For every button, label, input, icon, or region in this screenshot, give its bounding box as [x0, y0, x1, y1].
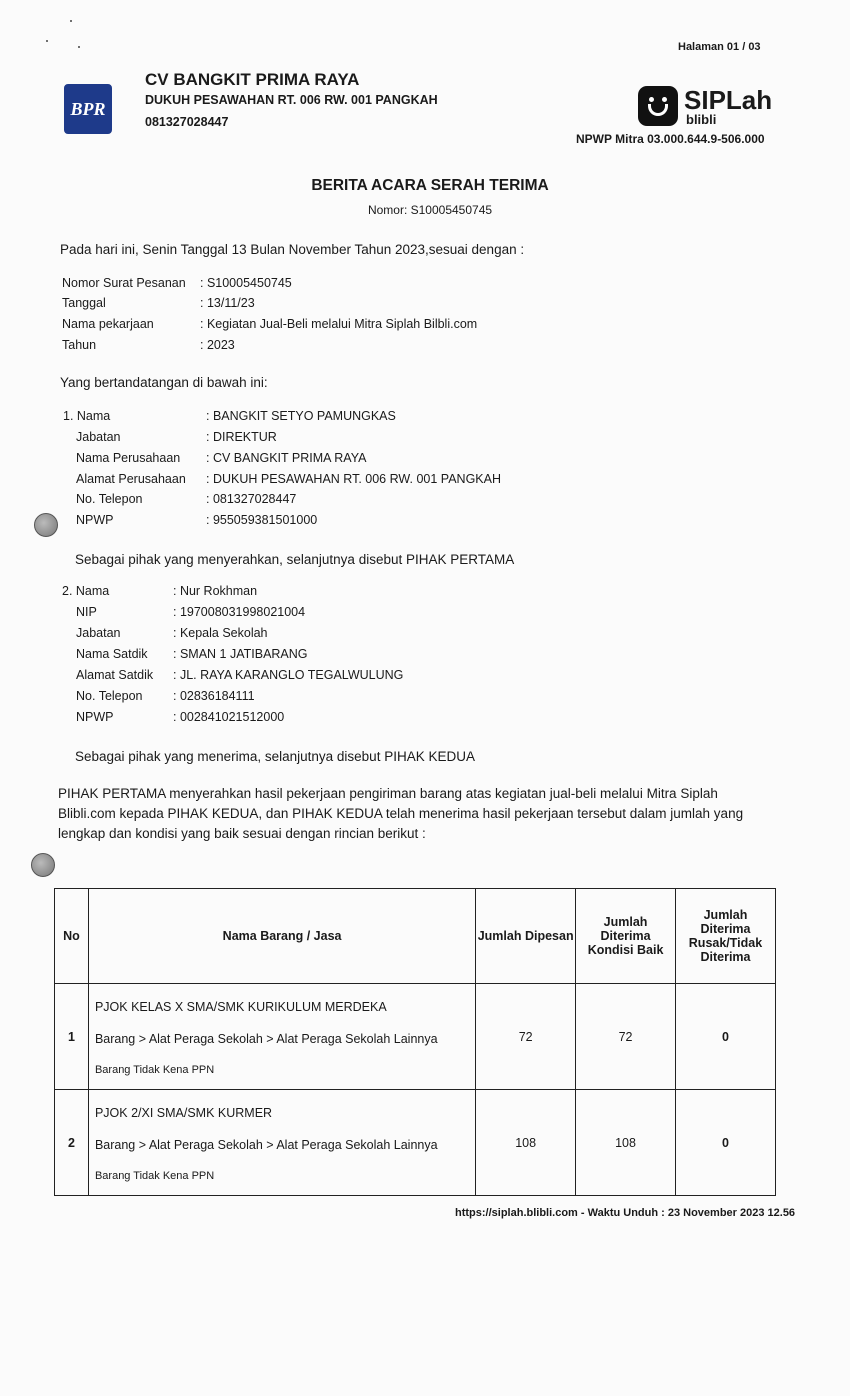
row-received-bad: 0	[676, 984, 776, 1090]
table-header-row	[55, 889, 776, 984]
party2-note: Sebagai pihak yang menerima, selanjutnya disebut PIHAK KEDUA	[75, 749, 475, 764]
items-table	[54, 888, 776, 1196]
party1-label: Jabatan	[76, 430, 121, 444]
siplah-sub: blibli	[686, 111, 717, 127]
party1-value: : 081327028447	[206, 492, 297, 506]
header-received-bad: Jumlah Diterima Rusak/Tidak Diterima	[676, 889, 776, 984]
row-ordered: 108	[476, 1090, 576, 1196]
order-info-value: : 2023	[200, 338, 235, 352]
party2-value: : 197008031998021004	[173, 605, 306, 619]
party1-value: : 955059381501000	[206, 513, 318, 527]
party2-label: 2. Nama	[62, 584, 110, 598]
party2-label: Nama Satdik	[76, 647, 148, 661]
statement-line: Blibli.com kepada PIHAK KEDUA, dan PIHAK KEDUA telah menerima hasil pekerjaan tersebut dalam jumlah yang	[58, 806, 744, 821]
party2-value: : JL. RAYA KARANGLO TEGALWULUNG	[173, 668, 404, 682]
party2-value: : 002841021512000	[173, 710, 285, 724]
order-info-value: : 13/11/23	[200, 296, 255, 310]
party1-label: Nama Perusahaan	[76, 451, 181, 465]
party2-value: : 02836184111	[173, 689, 255, 703]
speck	[78, 46, 80, 48]
company-logo	[64, 84, 112, 134]
party2-label: Alamat Satdik	[76, 668, 154, 682]
order-info-label: Nomor Surat Pesanan	[62, 276, 186, 290]
party1-value: : BANGKIT SETYO PAMUNGKAS	[206, 409, 396, 423]
party2-value: : SMAN 1 JATIBARANG	[173, 647, 308, 661]
document-title: BERITA ACARA SERAH TERIMA	[311, 177, 549, 194]
row-received-bad: 0	[676, 1090, 776, 1196]
siplah-logo	[638, 84, 772, 128]
document-number: Nomor: S10005450745	[367, 203, 493, 217]
order-info-label: Tahun	[62, 338, 97, 352]
order-info-label: Nama pekarjaan	[62, 317, 154, 331]
party1-label: No. Telepon	[76, 492, 143, 506]
signers-intro: Yang bertandatangan di bawah ini:	[60, 375, 268, 390]
page-number: Halaman 01 / 03	[678, 41, 761, 53]
party1-value: : DIREKTUR	[206, 430, 277, 444]
row-no: 2	[55, 1090, 89, 1196]
header-ordered: Jumlah Dipesan	[476, 889, 576, 984]
header-item-name: Nama Barang / Jasa	[88, 889, 475, 984]
row-description	[88, 984, 475, 1090]
item-tax: Barang Tidak Kena PPN	[94, 1063, 215, 1076]
party2-value: : Nur Rokhman	[173, 584, 258, 598]
party2-label: NIP	[76, 605, 97, 619]
npwp-mitra: NPWP Mitra 03.000.644.9-506.000	[576, 132, 765, 146]
table-row	[55, 1090, 776, 1196]
item-title: PJOK KELAS X SMA/SMK KURIKULUM MERDEKA	[94, 999, 387, 1014]
item-category: Barang > Alat Peraga Sekolah > Alat Peraga Sekolah Lainnya	[94, 1031, 438, 1046]
party1-note: Sebagai pihak yang menyerahkan, selanjutnya disebut PIHAK PERTAMA	[75, 552, 515, 567]
party2-label: NPWP	[76, 710, 114, 724]
item-title: PJOK 2/XI SMA/SMK KURMER	[94, 1105, 273, 1120]
party1-label: 1. Nama	[63, 409, 111, 423]
statement-line: PIHAK PERTAMA menyerahkan hasil pekerjaan pengiriman barang atas kegiatan jual-beli melalui Mitra Siplah	[58, 786, 718, 801]
party1-label: Alamat Perusahaan	[76, 472, 186, 486]
company-address: DUKUH PESAWAHAN RT. 006 RW. 001 PANGKAH	[145, 93, 438, 107]
row-no: 1	[55, 984, 89, 1090]
order-info-value: : S10005450745	[200, 276, 292, 290]
statement-line: lengkap dan kondisi yang baik sesuai dengan rincian berikut :	[58, 826, 426, 841]
company-name: CV BANGKIT PRIMA RAYA	[145, 70, 360, 89]
company-phone: 081327028447	[145, 115, 229, 129]
header-received-good: Jumlah Diterima Kondisi Baik	[576, 889, 676, 984]
footer-download-info: https://siplah.blibli.com - Waktu Unduh : 23 November 2023 12.56	[455, 1207, 796, 1219]
party2-value: : Kepala Sekolah	[173, 626, 268, 640]
party2-label: Jabatan	[76, 626, 121, 640]
intro-text: Pada hari ini, Senin Tanggal 13 Bulan November Tahun 2023,sesuai dengan :	[60, 242, 525, 257]
punch-hole	[34, 513, 58, 537]
speck	[70, 20, 72, 22]
order-info-value: : Kegiatan Jual-Beli melalui Mitra Siplah Bilbli.com	[200, 317, 478, 331]
punch-hole	[31, 853, 55, 877]
party2-label: No. Telepon	[76, 689, 143, 703]
row-description	[88, 1090, 475, 1196]
row-received-good: 72	[576, 984, 676, 1090]
row-received-good: 108	[576, 1090, 676, 1196]
speck	[46, 40, 48, 42]
item-category: Barang > Alat Peraga Sekolah > Alat Peraga Sekolah Lainnya	[94, 1137, 438, 1152]
row-ordered: 72	[476, 984, 576, 1090]
item-tax: Barang Tidak Kena PPN	[94, 1169, 215, 1182]
siplah-brand: SIPLah	[684, 84, 773, 115]
party1-label: NPWP	[76, 513, 114, 527]
order-info-label: Tanggal	[62, 296, 106, 310]
header-no: No	[55, 889, 89, 984]
company-logo-text: BPR	[70, 98, 106, 119]
party1-value: : DUKUH PESAWAHAN RT. 006 RW. 001 PANGKAH	[206, 472, 501, 486]
party1-value: : CV BANGKIT PRIMA RAYA	[206, 451, 367, 465]
table-row	[55, 984, 776, 1090]
siplah-smile-icon	[638, 86, 678, 126]
